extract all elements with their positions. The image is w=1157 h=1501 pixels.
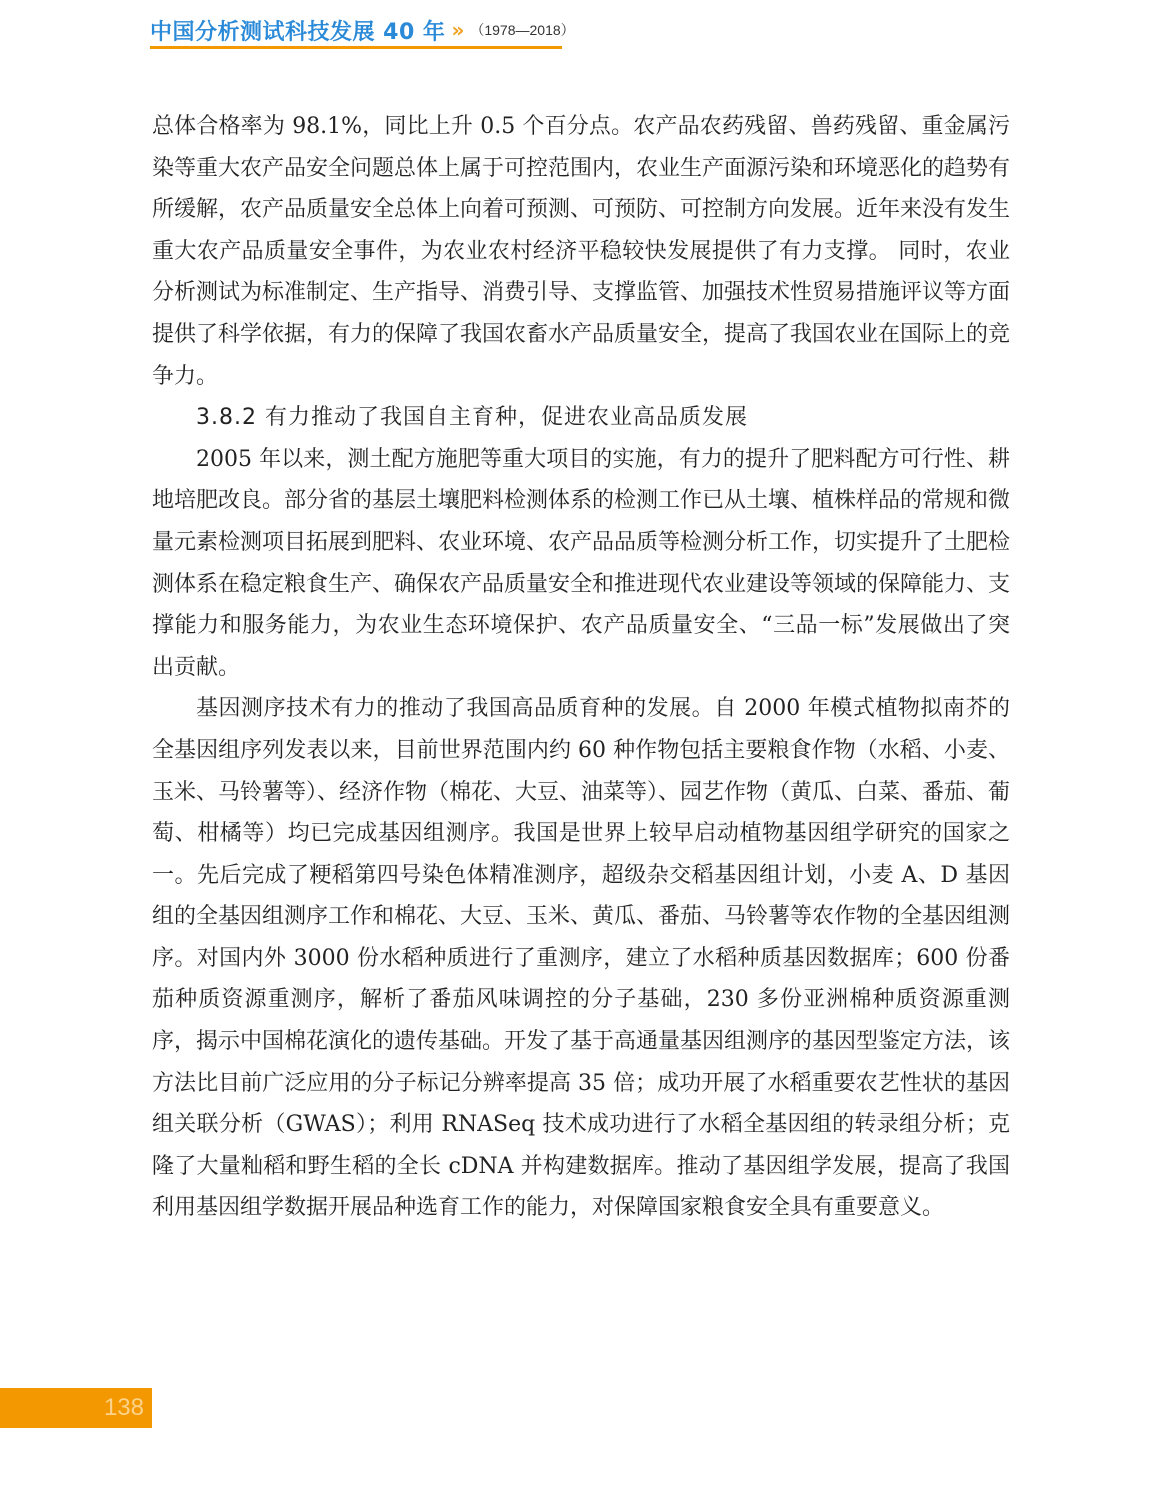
section-heading: 3.8.2 有力推动了我国自主育种，促进农业高品质发展	[196, 405, 748, 431]
year-range: （1978—2018）	[470, 22, 575, 38]
page-body	[152, 106, 1010, 1229]
book-title: 中国分析测试科技发展 40 年	[150, 19, 446, 45]
running-header	[150, 12, 575, 48]
paragraph-continued: 总体合格率为 98.1%，同比上升 0.5 个百分点。农产品农药残留、兽药残留、重金属污染等重大农产品安全问题总体上属于可控范围内，农业生产面源污染和环境恶化的趋势有所缓解，农产品质量安全总体上向着可预测、可预防、可控制方向发展。近年来没有发生重大农产品质量安全事件，为农业农村经济平稳较快发展提供了有力支撑。 同时，农业分析测试为标准制定、生产指导、消费引导、支撑监管、加强技术性贸易措施评议等方面提供了科学依据，有力的保障了我国农畜水产品质量安全，提高了我国农业在国际上的竞争力。	[152, 114, 1011, 389]
double-chevron-icon: »	[451, 18, 465, 42]
paragraph-gene-sequencing: 基因测序技术有力的推动了我国高品质育种的发展。自 2000 年模式植物拟南芥的全基因组序列发表以来，目前世界范围内约 60 种作物包括主要粮食作物（水稻、小麦、玉米、马铃薯等）、经济作物（棉花、大豆、油菜等）、园艺作物（黄瓜、白菜、番茄、葡萄、柑橘等）均已完成基因组测序。我国是世界上较早启动植物基因组学研究的国家之一。先后完成了粳稻第四号染色体精准测序，超级杂交稻基因组计划，小麦 A、D 基因组的全基因组测序工作和棉花、大豆、玉米、黄瓜、番茄、马铃薯等农作物的全基因组测序。对国内外 3000 份水稻种质进行了重测序，建立了水稻种质基因数据库；600 份番茄种质资源重测序，解析了番茄风味调控的分子基础，230 多份亚洲棉种质资源重测序，揭示中国棉花演化的遗传基础。开发了基于高通量基因组测序的基因型鉴定方法，该方法比目前广泛应用的分子标记分辨率提高 35 倍；成功开展了水稻重要农艺性状的基因组关联分析（GWAS）；利用 RNASeq 技术成功进行了水稻全基因组的转录组分析；克隆了大量籼稻和野生稻的全长 cDNA 并构建数据库。推动了基因组学发展，提高了我国利用基因组学数据开展品种选育工作的能力，对保障国家粮食安全具有重要意义。	[152, 696, 1011, 1221]
header-divider	[150, 46, 562, 49]
page-number: 138	[103, 1394, 144, 1421]
paragraph-soil-testing: 2005 年以来，测土配方施肥等重大项目的实施，有力的提升了肥料配方可行性、耕地培肥改良。部分省的基层土壤肥料检测体系的检测工作已从土壤、植株样品的常规和微量元素检测项目拓展到肥料、农业环境、农产品品质等检测分析工作，切实提升了土肥检测体系在稳定粮食生产、确保农产品质量安全和推进现代农业建设等领域的保障能力、支撑能力和服务能力，为农业生态环境保护、农产品质量安全、“三品一标”发展做出了突出贡献。	[152, 446, 1011, 680]
page-number-tab	[0, 1388, 152, 1428]
